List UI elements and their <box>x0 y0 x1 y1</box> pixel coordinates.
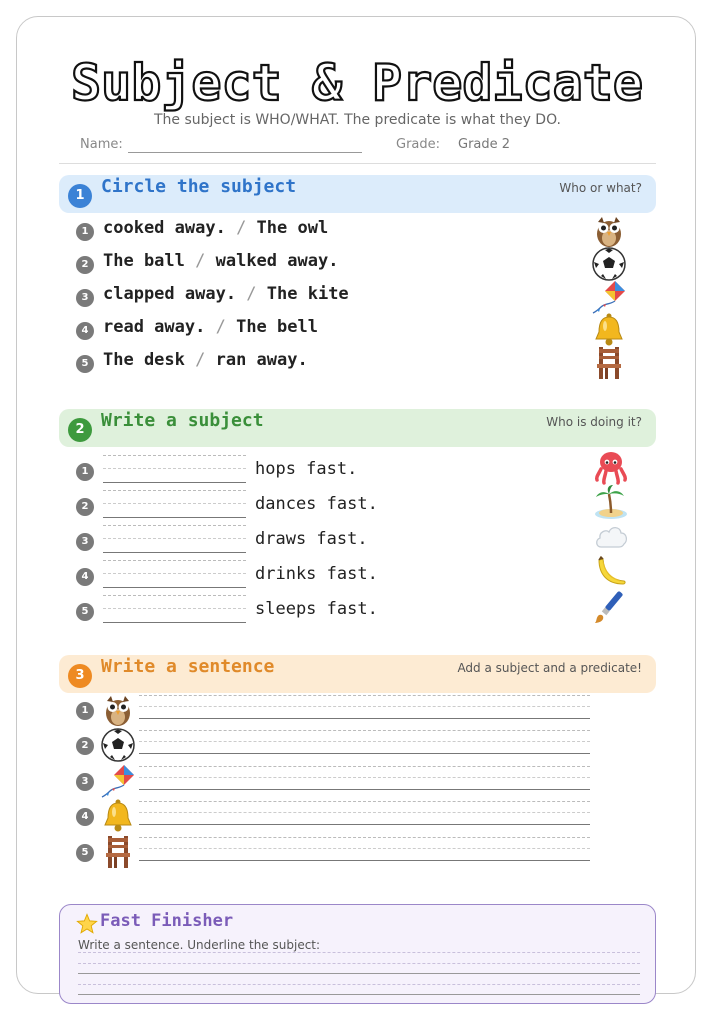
banana-icon <box>593 554 629 590</box>
separator: / <box>225 218 257 238</box>
write-subject-item <box>76 490 646 524</box>
island-icon <box>593 484 629 520</box>
bell-icon <box>100 798 136 834</box>
write-sentence-item <box>76 764 596 798</box>
sentence-part-a[interactable]: read away. <box>103 317 206 337</box>
item-number: 5 <box>76 844 94 862</box>
kite-icon <box>100 763 136 799</box>
star-icon <box>76 913 98 935</box>
section-hint: Add a subject and a predicate! <box>457 661 642 675</box>
section-1-banner <box>59 175 656 213</box>
sentence-writing-line[interactable] <box>139 837 590 861</box>
sentence-part-a[interactable]: clapped away. <box>103 284 237 304</box>
subject-blank[interactable] <box>103 525 246 553</box>
writing-guide-line <box>78 963 640 964</box>
kite-icon <box>591 279 627 315</box>
write-sentence-item <box>76 693 596 727</box>
item-number: 4 <box>76 568 94 586</box>
separator: / <box>205 317 237 337</box>
sentence-part-a[interactable]: The ball <box>103 251 185 271</box>
write-sentence-item <box>76 835 596 869</box>
predicate-text: draws fast. <box>255 529 368 549</box>
section-number: 3 <box>68 664 92 688</box>
write-subject-item <box>76 595 646 629</box>
writing-line[interactable] <box>78 973 640 974</box>
item-number: 1 <box>76 702 94 720</box>
owl-icon <box>100 692 136 728</box>
predicate-text: dances fast. <box>255 494 378 514</box>
sentence-parts <box>103 251 338 271</box>
subtitle: The subject is WHO/WHAT. The predicate is what they DO. <box>154 112 561 128</box>
section-title: Circle the subject <box>101 176 297 197</box>
item-number: 4 <box>76 322 94 340</box>
sentence-parts <box>103 317 318 337</box>
item-number: 2 <box>76 737 94 755</box>
sentence-parts <box>103 218 328 238</box>
subject-blank[interactable] <box>103 595 246 623</box>
item-number: 4 <box>76 808 94 826</box>
sentence-writing-line[interactable] <box>139 695 590 719</box>
item-number: 2 <box>76 256 94 274</box>
section-title: Write a subject <box>101 410 264 431</box>
grade-label: Grade: <box>396 137 441 152</box>
predicate-text: hops fast. <box>255 459 358 479</box>
section-number: 2 <box>68 418 92 442</box>
sentence-part-b[interactable]: walked away. <box>215 251 339 271</box>
writing-guide-line <box>78 952 640 953</box>
soccer-ball-icon <box>591 246 627 282</box>
write-subject-item <box>76 560 646 594</box>
section-3-banner <box>59 655 656 693</box>
item-number: 2 <box>76 498 94 516</box>
name-field[interactable] <box>128 152 362 153</box>
predicate-text: sleeps fast. <box>255 599 378 619</box>
sentence-writing-line[interactable] <box>139 766 590 790</box>
grade-value: Grade 2 <box>458 137 511 152</box>
write-subject-item <box>76 455 646 489</box>
fast-finisher-title: Fast Finisher <box>100 911 234 931</box>
cloud-icon <box>593 519 629 555</box>
sentence-part-b[interactable]: The kite <box>266 284 349 304</box>
sentence-parts <box>103 350 308 370</box>
write-sentence-item <box>76 728 596 762</box>
predicate-text: drinks fast. <box>255 564 378 584</box>
chair-icon <box>100 834 136 870</box>
circle-subject-item[interactable] <box>76 316 646 346</box>
sentence-writing-line[interactable] <box>139 730 590 754</box>
subject-blank[interactable] <box>103 490 246 518</box>
sentence-part-a[interactable]: cooked away. <box>103 218 226 238</box>
write-sentence-item <box>76 799 596 833</box>
sentence-part-b[interactable]: ran away. <box>215 350 308 370</box>
bell-icon <box>591 312 627 348</box>
divider <box>59 163 656 164</box>
circle-subject-item[interactable] <box>76 250 646 280</box>
page-title <box>0 38 715 118</box>
write-subject-item <box>76 525 646 559</box>
separator: / <box>184 350 216 370</box>
section-2-banner <box>59 409 656 447</box>
item-number: 5 <box>76 603 94 621</box>
fast-finisher-instruction: Write a sentence. Underline the subject: <box>78 938 321 952</box>
svg-text:Subject & Predicate: Subject & Predicate <box>71 54 643 112</box>
writing-line[interactable] <box>78 994 640 995</box>
separator: / <box>184 251 216 271</box>
chair-icon <box>591 345 627 381</box>
name-label: Name: <box>80 137 123 152</box>
item-number: 1 <box>76 223 94 241</box>
circle-subject-item[interactable] <box>76 217 646 247</box>
circle-subject-item[interactable] <box>76 349 646 379</box>
subject-blank[interactable] <box>103 560 246 588</box>
separator: / <box>236 284 267 304</box>
item-number: 3 <box>76 773 94 791</box>
circle-subject-item[interactable] <box>76 283 646 313</box>
octopus-icon <box>593 449 629 485</box>
sentence-part-a[interactable]: The desk <box>103 350 185 370</box>
fast-finisher-box <box>59 904 656 1004</box>
section-hint: Who or what? <box>559 181 642 195</box>
item-number: 3 <box>76 289 94 307</box>
sentence-writing-line[interactable] <box>139 801 590 825</box>
soccer-ball-icon <box>100 727 136 763</box>
section-title: Write a sentence <box>101 656 275 677</box>
sentence-parts <box>103 284 349 304</box>
section-number: 1 <box>68 184 92 208</box>
sentence-part-b[interactable]: The bell <box>236 317 318 337</box>
paintbrush-icon <box>593 589 629 625</box>
item-number: 1 <box>76 463 94 481</box>
subject-blank[interactable] <box>103 455 246 483</box>
item-number: 3 <box>76 533 94 551</box>
writing-guide-line <box>78 984 640 985</box>
section-hint: Who is doing it? <box>546 415 642 429</box>
owl-icon <box>591 213 627 249</box>
sentence-part-b[interactable]: The owl <box>256 218 329 238</box>
item-number: 5 <box>76 355 94 373</box>
